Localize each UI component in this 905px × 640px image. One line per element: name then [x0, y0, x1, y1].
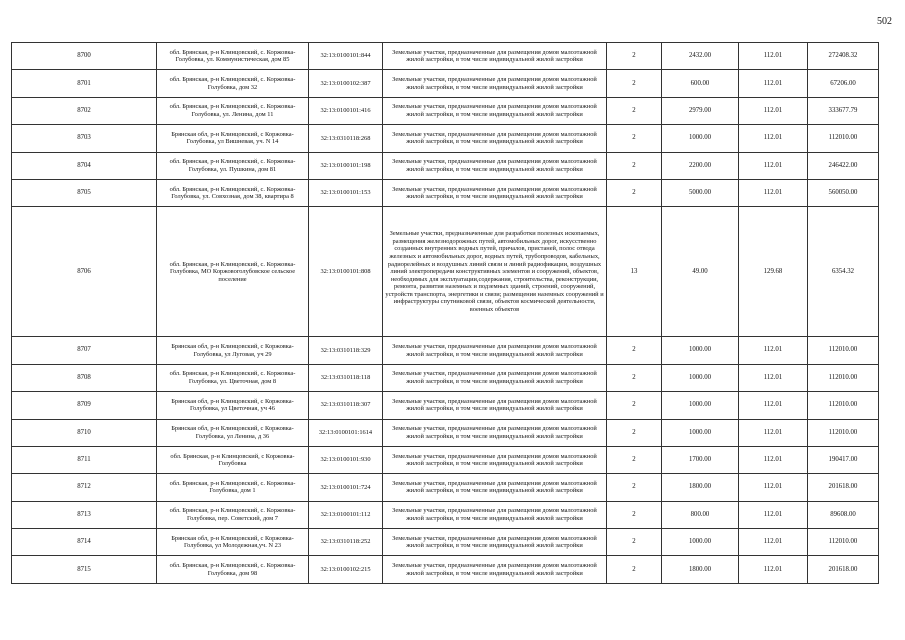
table-row [12, 207, 879, 337]
cadastral-number-cell: 32:13:0100101:1614 [309, 419, 383, 446]
table-row [12, 529, 879, 556]
table-row [12, 43, 879, 70]
land-use-cell: Земельные участки, предназначенные для размещения домов малоэтажной жилой застройки, в том числе индивидуальной жилой застройки [383, 337, 607, 364]
address-cell: обл. Брянская, р-н Клинцовский, с. Коржовка-Голубовка, ул. Коммунистическая, дом 85 [157, 43, 309, 70]
table-row [12, 152, 879, 179]
land-use-cell: Земельные участки, предназначенные для размещения домов малоэтажной жилой застройки, в том числе индивидуальной жилой застройки [383, 529, 607, 556]
address-cell: обл. Брянская, р-н Клинцовский, с. Коржовка-Голубовка, ул. Пушкина, дом 81 [157, 152, 309, 179]
table-row [12, 125, 879, 152]
use-code-cell: 2 [607, 364, 662, 391]
use-code-cell: 2 [607, 556, 662, 583]
land-use-cell: Земельные участки, предназначенные для размещения домов малоэтажной жилой застройки, в том числе индивидуальной жилой застройки [383, 179, 607, 206]
table-row [12, 364, 879, 391]
use-code-cell: 2 [607, 70, 662, 97]
area-cell: 1000.00 [662, 125, 739, 152]
specific-value-cell: 112.01 [739, 125, 808, 152]
area-cell: 600.00 [662, 70, 739, 97]
cadastral-value-cell: 67206.00 [808, 70, 879, 97]
cadastral-value-cell: 6354.32 [808, 207, 879, 337]
address-cell: Брянская обл, р-н Клинцовский, с Коржовка-Голубовка, ул Молодежная,уч. N 23 [157, 529, 309, 556]
cadastral-value-cell: 112010.00 [808, 392, 879, 419]
land-use-cell: Земельные участки, предназначенные для размещения домов малоэтажной жилой застройки, в том числе индивидуальной жилой застройки [383, 70, 607, 97]
cadastral-value-cell: 201618.00 [808, 556, 879, 583]
land-use-cell: Земельные участки, предназначенные для размещения домов малоэтажной жилой застройки, в том числе индивидуальной жилой застройки [383, 501, 607, 528]
address-cell: обл. Брянская, р-н Клинцовский, с. Коржовка-Голубовка, дом 1 [157, 474, 309, 501]
cadastral-number-cell: 32:13:0310118:268 [309, 125, 383, 152]
area-cell: 2432.00 [662, 43, 739, 70]
area-cell: 1000.00 [662, 392, 739, 419]
specific-value-cell: 112.01 [739, 529, 808, 556]
row-number: 8713 [12, 501, 157, 528]
land-use-cell: Земельные участки, предназначенные для размещения домов малоэтажной жилой застройки, в том числе индивидуальной жилой застройки [383, 446, 607, 473]
cadastral-number-cell: 32:13:0310118:329 [309, 337, 383, 364]
area-cell: 2979.00 [662, 97, 739, 124]
row-number: 8710 [12, 419, 157, 446]
specific-value-cell: 112.01 [739, 97, 808, 124]
row-number: 8702 [12, 97, 157, 124]
area-cell: 1000.00 [662, 364, 739, 391]
specific-value-cell: 112.01 [739, 556, 808, 583]
row-number: 8707 [12, 337, 157, 364]
land-use-cell: Земельные участки, предназначенные для размещения домов малоэтажной жилой застройки, в том числе индивидуальной жилой застройки [383, 97, 607, 124]
address-cell: обл. Брянская, р-н Клинцовский, с. Коржовка-Голубовка, дом 98 [157, 556, 309, 583]
address-cell: обл. Брянская, р-н Клинцовский, с. Коржовка-Голубовка, дом 32 [157, 70, 309, 97]
cadastral-value-cell: 560050.00 [808, 179, 879, 206]
cadastral-number-cell: 32:13:0310118:118 [309, 364, 383, 391]
use-code-cell: 2 [607, 152, 662, 179]
land-use-cell: Земельные участки, предназначенные для размещения домов малоэтажной жилой застройки, в том числе индивидуальной жилой застройки [383, 392, 607, 419]
table-row [12, 474, 879, 501]
row-number: 8703 [12, 125, 157, 152]
cadastral-value-cell: 89608.00 [808, 501, 879, 528]
table-row [12, 556, 879, 583]
cadastral-value-cell: 246422.00 [808, 152, 879, 179]
address-cell: Брянская обл, р-н Клинцовский, с Коржовка-Голубовка, ул Вишневая, уч. N 14 [157, 125, 309, 152]
address-cell: обл. Брянская, р-н Клинцовский, с Коржовка-Голубовка [157, 446, 309, 473]
cadastral-number-cell: 32:13:0310118:252 [309, 529, 383, 556]
specific-value-cell: 112.01 [739, 152, 808, 179]
address-cell: обл. Брянская, р-н Клинцовский, с. Коржовка-Голубовка, МО Коржовоголубовское сельское поселение [157, 207, 309, 337]
land-use-cell: Земельные участки, предназначенные для размещения домов малоэтажной жилой застройки, в том числе индивидуальной жилой застройки [383, 43, 607, 70]
table-row [12, 337, 879, 364]
use-code-cell: 13 [607, 207, 662, 337]
table-row [12, 392, 879, 419]
row-number: 8714 [12, 529, 157, 556]
table-row [12, 446, 879, 473]
address-cell: Брянская обл, р-н Клинцовский, с Коржовка-Голубовка, ул Ленина, д 36 [157, 419, 309, 446]
area-cell: 5000.00 [662, 179, 739, 206]
cadastral-number-cell: 32:13:0100101:808 [309, 207, 383, 337]
specific-value-cell: 112.01 [739, 446, 808, 473]
land-use-cell: Земельные участки, предназначенные для размещения домов малоэтажной жилой застройки, в том числе индивидуальной жилой застройки [383, 152, 607, 179]
area-cell: 1800.00 [662, 556, 739, 583]
cadastral-value-cell: 112010.00 [808, 337, 879, 364]
cadastral-value-cell: 333677.79 [808, 97, 879, 124]
use-code-cell: 2 [607, 337, 662, 364]
area-cell: 1000.00 [662, 529, 739, 556]
address-cell: обл. Брянская, р-н Клинцовский, с. Коржовка-Голубовка, ул. Ленина, дом 11 [157, 97, 309, 124]
cadastral-number-cell: 32:13:0310118:307 [309, 392, 383, 419]
cadastral-number-cell: 32:13:0100101:112 [309, 501, 383, 528]
use-code-cell: 2 [607, 179, 662, 206]
use-code-cell: 2 [607, 474, 662, 501]
cadastral-number-cell: 32:13:0100102:387 [309, 70, 383, 97]
specific-value-cell: 112.01 [739, 337, 808, 364]
land-use-cell: Земельные участки, предназначенные для размещения домов малоэтажной жилой застройки, в том числе индивидуальной жилой застройки [383, 125, 607, 152]
row-number: 8708 [12, 364, 157, 391]
cadastral-value-cell: 190417.00 [808, 446, 879, 473]
specific-value-cell: 112.01 [739, 179, 808, 206]
specific-value-cell: 112.01 [739, 43, 808, 70]
cadastral-number-cell: 32:13:0100101:153 [309, 179, 383, 206]
use-code-cell: 2 [607, 419, 662, 446]
cadastral-value-cell: 112010.00 [808, 125, 879, 152]
use-code-cell: 2 [607, 43, 662, 70]
specific-value-cell: 112.01 [739, 419, 808, 446]
row-number: 8700 [12, 43, 157, 70]
area-cell: 800.00 [662, 501, 739, 528]
cadastral-value-cell: 112010.00 [808, 364, 879, 391]
row-number: 8705 [12, 179, 157, 206]
land-use-cell: Земельные участки, предназначенные для размещения домов малоэтажной жилой застройки, в том числе индивидуальной жилой застройки [383, 474, 607, 501]
cadastral-value-cell: 112010.00 [808, 529, 879, 556]
use-code-cell: 2 [607, 529, 662, 556]
use-code-cell: 2 [607, 125, 662, 152]
address-cell: обл. Брянская, р-н Клинцовский, с. Коржовка-Голубовка, пер. Советский, дом 7 [157, 501, 309, 528]
specific-value-cell: 112.01 [739, 392, 808, 419]
address-cell: Брянская обл, р-н Клинцовский, с Коржовка-Голубовка, ул Луговая, уч 29 [157, 337, 309, 364]
land-use-cell: Земельные участки, предназначенные для размещения домов малоэтажной жилой застройки, в том числе индивидуальной жилой застройки [383, 364, 607, 391]
address-cell: Брянская обл, р-н Клинцовский, с Коржовка-Голубовка, ул Цветочная, уч 46 [157, 392, 309, 419]
use-code-cell: 2 [607, 392, 662, 419]
area-cell: 2200.00 [662, 152, 739, 179]
table-row [12, 501, 879, 528]
specific-value-cell: 112.01 [739, 70, 808, 97]
row-number: 8701 [12, 70, 157, 97]
address-cell: обл. Брянская, р-н Клинцовский, с. Коржовка-Голубовка, ул. Цветочная, дом 8 [157, 364, 309, 391]
address-cell: обл. Брянская, р-н Клинцовский, с. Коржовка-Голубовка, ул. Совхозная, дом 38, квартира 8 [157, 179, 309, 206]
specific-value-cell: 112.01 [739, 474, 808, 501]
cadastral-number-cell: 32:13:0100101:198 [309, 152, 383, 179]
table-row [12, 97, 879, 124]
cadastral-number-cell: 32:13:0100101:724 [309, 474, 383, 501]
cadastral-number-cell: 32:13:0100101:844 [309, 43, 383, 70]
page-number: 502 [877, 16, 892, 27]
row-number: 8711 [12, 446, 157, 473]
land-use-cell: Земельные участки, предназначенные для размещения домов малоэтажной жилой застройки, в том числе индивидуальной жилой застройки [383, 556, 607, 583]
cadastral-value-cell: 272408.32 [808, 43, 879, 70]
use-code-cell: 2 [607, 97, 662, 124]
row-number: 8712 [12, 474, 157, 501]
area-cell: 1000.00 [662, 337, 739, 364]
row-number: 8706 [12, 207, 157, 337]
specific-value-cell: 112.01 [739, 501, 808, 528]
cadastral-number-cell: 32:13:0100102:215 [309, 556, 383, 583]
row-number: 8715 [12, 556, 157, 583]
table-row [12, 70, 879, 97]
cadastral-value-cell: 112010.00 [808, 419, 879, 446]
cadastral-value-cell: 201618.00 [808, 474, 879, 501]
area-cell: 1800.00 [662, 474, 739, 501]
land-use-cell: Земельные участки, предназначенные для размещения домов малоэтажной жилой застройки, в том числе индивидуальной жилой застройки [383, 419, 607, 446]
land-valuation-table [11, 42, 879, 584]
table-row [12, 179, 879, 206]
use-code-cell: 2 [607, 501, 662, 528]
land-use-cell: Земельные участки, предназначенные для разработки полезных ископаемых, размещения железнодорожных путей, автомобильных дорог, искусственно созданных внутренних водных путей, причалов, пристаней, полос отвода железных и автомобильных дорог, водных путей, трубопроводов, кабельных, радиорелейных и воздушных линий связи и линий радиофикации, воздушных линий электропередачи конструктивных элементов и сооружений, объектов, необходимых для эксплуатации,содержания, строительства, реконструкции, ремонта, развития наземных и подземных зданий, строений, сооружений, устройств транспорта, энергетики и связи; размещения наземных сооружений и инфраструктуры спутниковой связи, объектов космической деятельности, военных объектов [383, 207, 607, 337]
row-number: 8704 [12, 152, 157, 179]
area-cell: 49.00 [662, 207, 739, 337]
specific-value-cell: 112.01 [739, 364, 808, 391]
row-number: 8709 [12, 392, 157, 419]
specific-value-cell: 129.68 [739, 207, 808, 337]
area-cell: 1700.00 [662, 446, 739, 473]
cadastral-number-cell: 32:13:0100101:416 [309, 97, 383, 124]
use-code-cell: 2 [607, 446, 662, 473]
cadastral-number-cell: 32:13:0100101:930 [309, 446, 383, 473]
area-cell: 1000.00 [662, 419, 739, 446]
table-row [12, 419, 879, 446]
